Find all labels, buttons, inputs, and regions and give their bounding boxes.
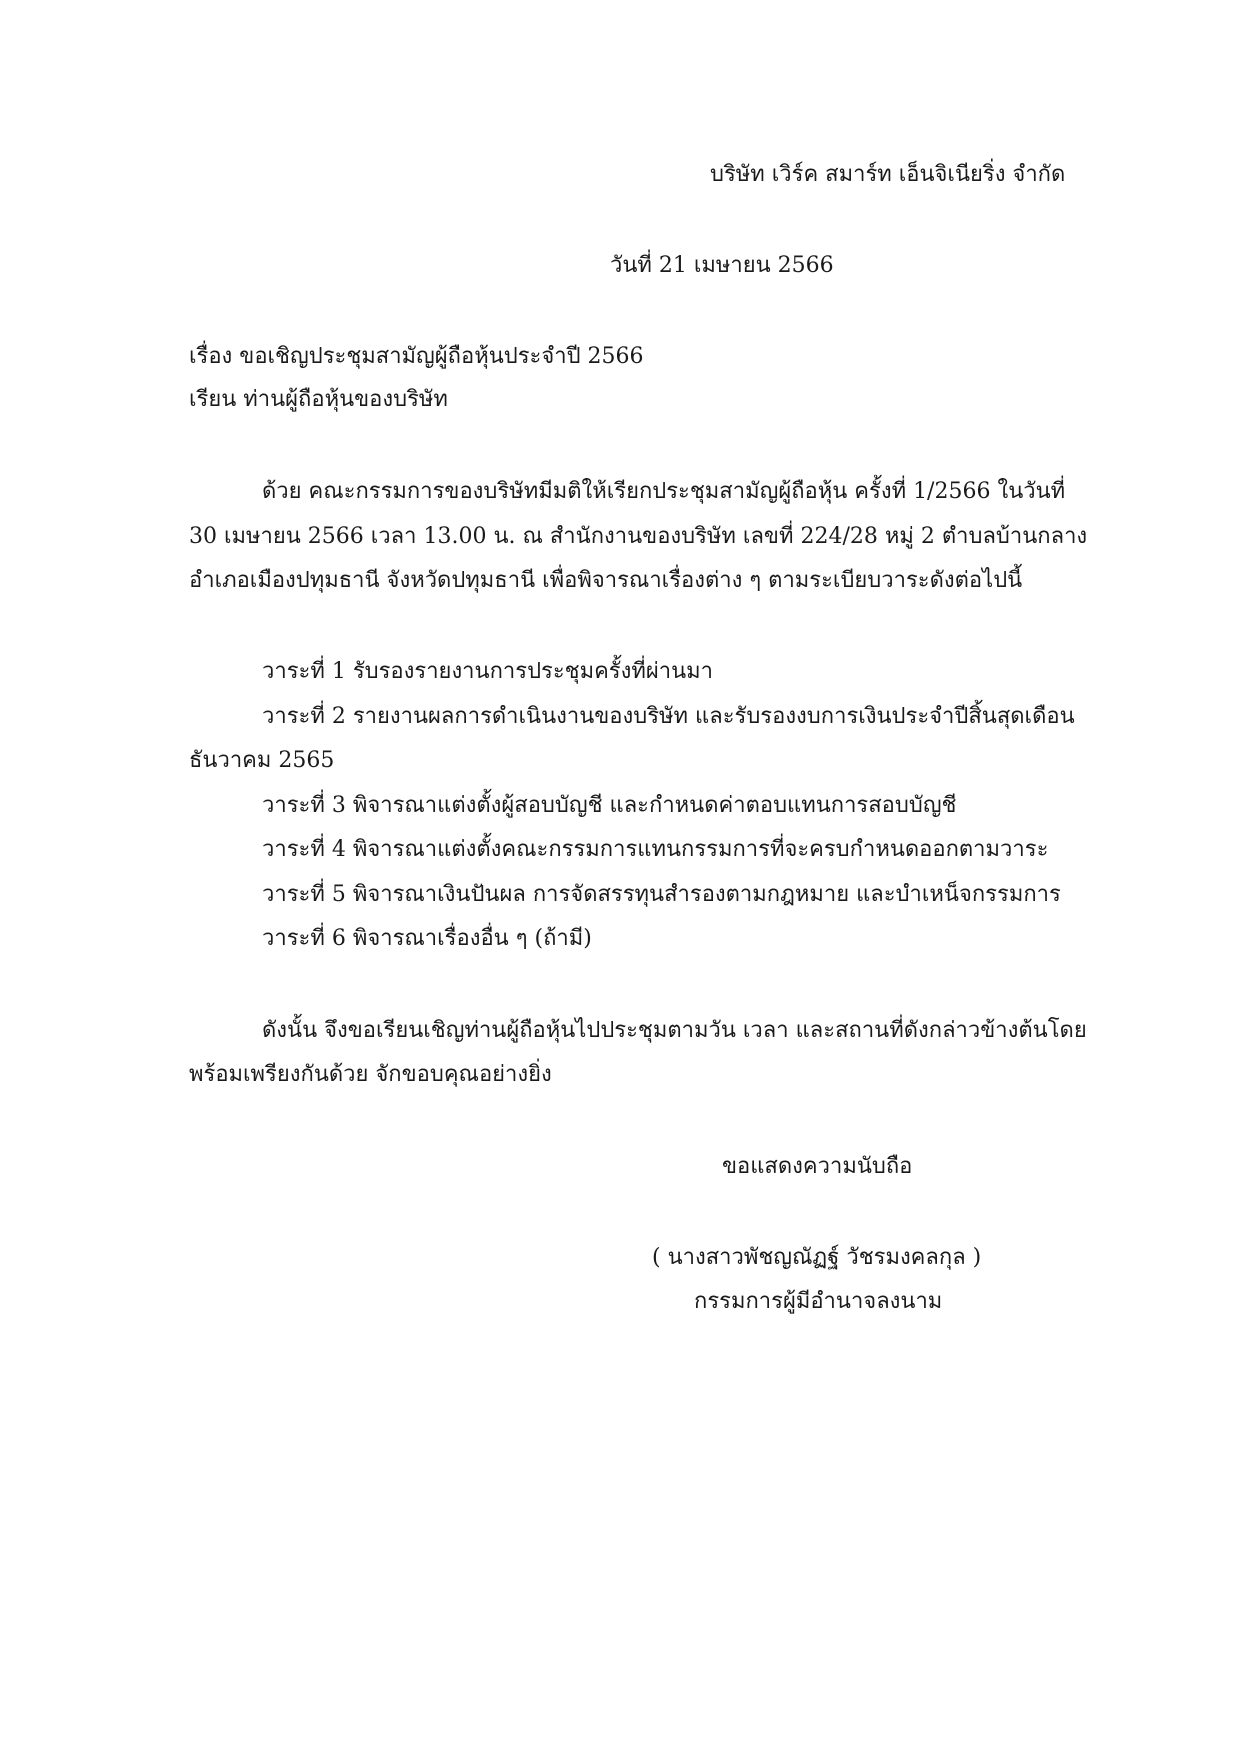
intro-paragraph-line: อำเภอเมืองปทุมธานี จังหวัดปทุมธานี เพื่อพิจารณาเรื่องต่าง ๆ ตามระเบียบวาระดังต่อไปนี้ (189, 568, 1023, 593)
agenda-item-2: วาระที่ 2 รายงานผลการดำเนินงานของบริษัท และรับรองงบการเงินประจำปีสิ้นสุดเดือน (262, 704, 1075, 729)
agenda-item-1: วาระที่ 1 รับรองรายงานการประชุมครั้งที่ผ่านมา (262, 659, 714, 684)
closing-paragraph-line: พร้อมเพรียงกันด้วย จักขอบคุณอย่างยิ่ง (189, 1062, 552, 1087)
letter-greeting: เรียน ท่านผู้ถือหุ้นของบริษัท (189, 387, 448, 412)
intro-paragraph-line: ด้วย คณะกรรมการของบริษัทมีมติให้เรียกประชุมสามัญผู้ถือหุ้น ครั้งที่ 1/2566 ในวันที่ (262, 479, 1066, 504)
agenda-item-3: วาระที่ 3 พิจารณาแต่งตั้งผู้สอบบัญชี และกำหนดค่าตอบแทนการสอบบัญชี (262, 793, 957, 818)
agenda-item-5: วาระที่ 5 พิจารณาเงินปันผล การจัดสรรทุนสำรองตามกฎหมาย และบำเหน็จกรรมการ (262, 882, 1061, 907)
agenda-item-6: วาระที่ 6 พิจารณาเรื่องอื่น ๆ (ถ้ามี) (262, 926, 592, 951)
letter-subject: เรื่อง ขอเชิญประชุมสามัญผู้ถือหุ้นประจำปี 2566 (189, 344, 644, 369)
signer-title: กรรมการผู้มีอำนาจลงนาม (694, 1289, 943, 1314)
letter-date: วันที่ 21 เมษายน 2566 (610, 253, 834, 278)
signer-name: ( นางสาวพัชญณัฏฐ์ วัชรมงคลกุล ) (652, 1245, 982, 1270)
agenda-item-2-continued: ธันวาคม 2565 (189, 748, 335, 773)
closing-paragraph-line: ดังนั้น จึงขอเรียนเชิญท่านผู้ถือหุ้นไปประชุมตามวัน เวลา และสถานที่ดังกล่าวข้างต้นโดย (262, 1018, 1087, 1043)
sign-off: ขอแสดงความนับถือ (722, 1154, 913, 1179)
company-name: บริษัท เวิร์ค สมาร์ท เอ็นจิเนียริ่ง จำกัด (710, 162, 1066, 187)
intro-paragraph-line: 30 เมษายน 2566 เวลา 13.00 น. ณ สำนักงานของบริษัท เลขที่ 224/28 หมู่ 2 ตำบลบ้านกลาง (189, 524, 1088, 549)
agenda-item-4: วาระที่ 4 พิจารณาแต่งตั้งคณะกรรมการแทนกรรมการที่จะครบกำหนดออกตามวาระ (262, 837, 1049, 862)
